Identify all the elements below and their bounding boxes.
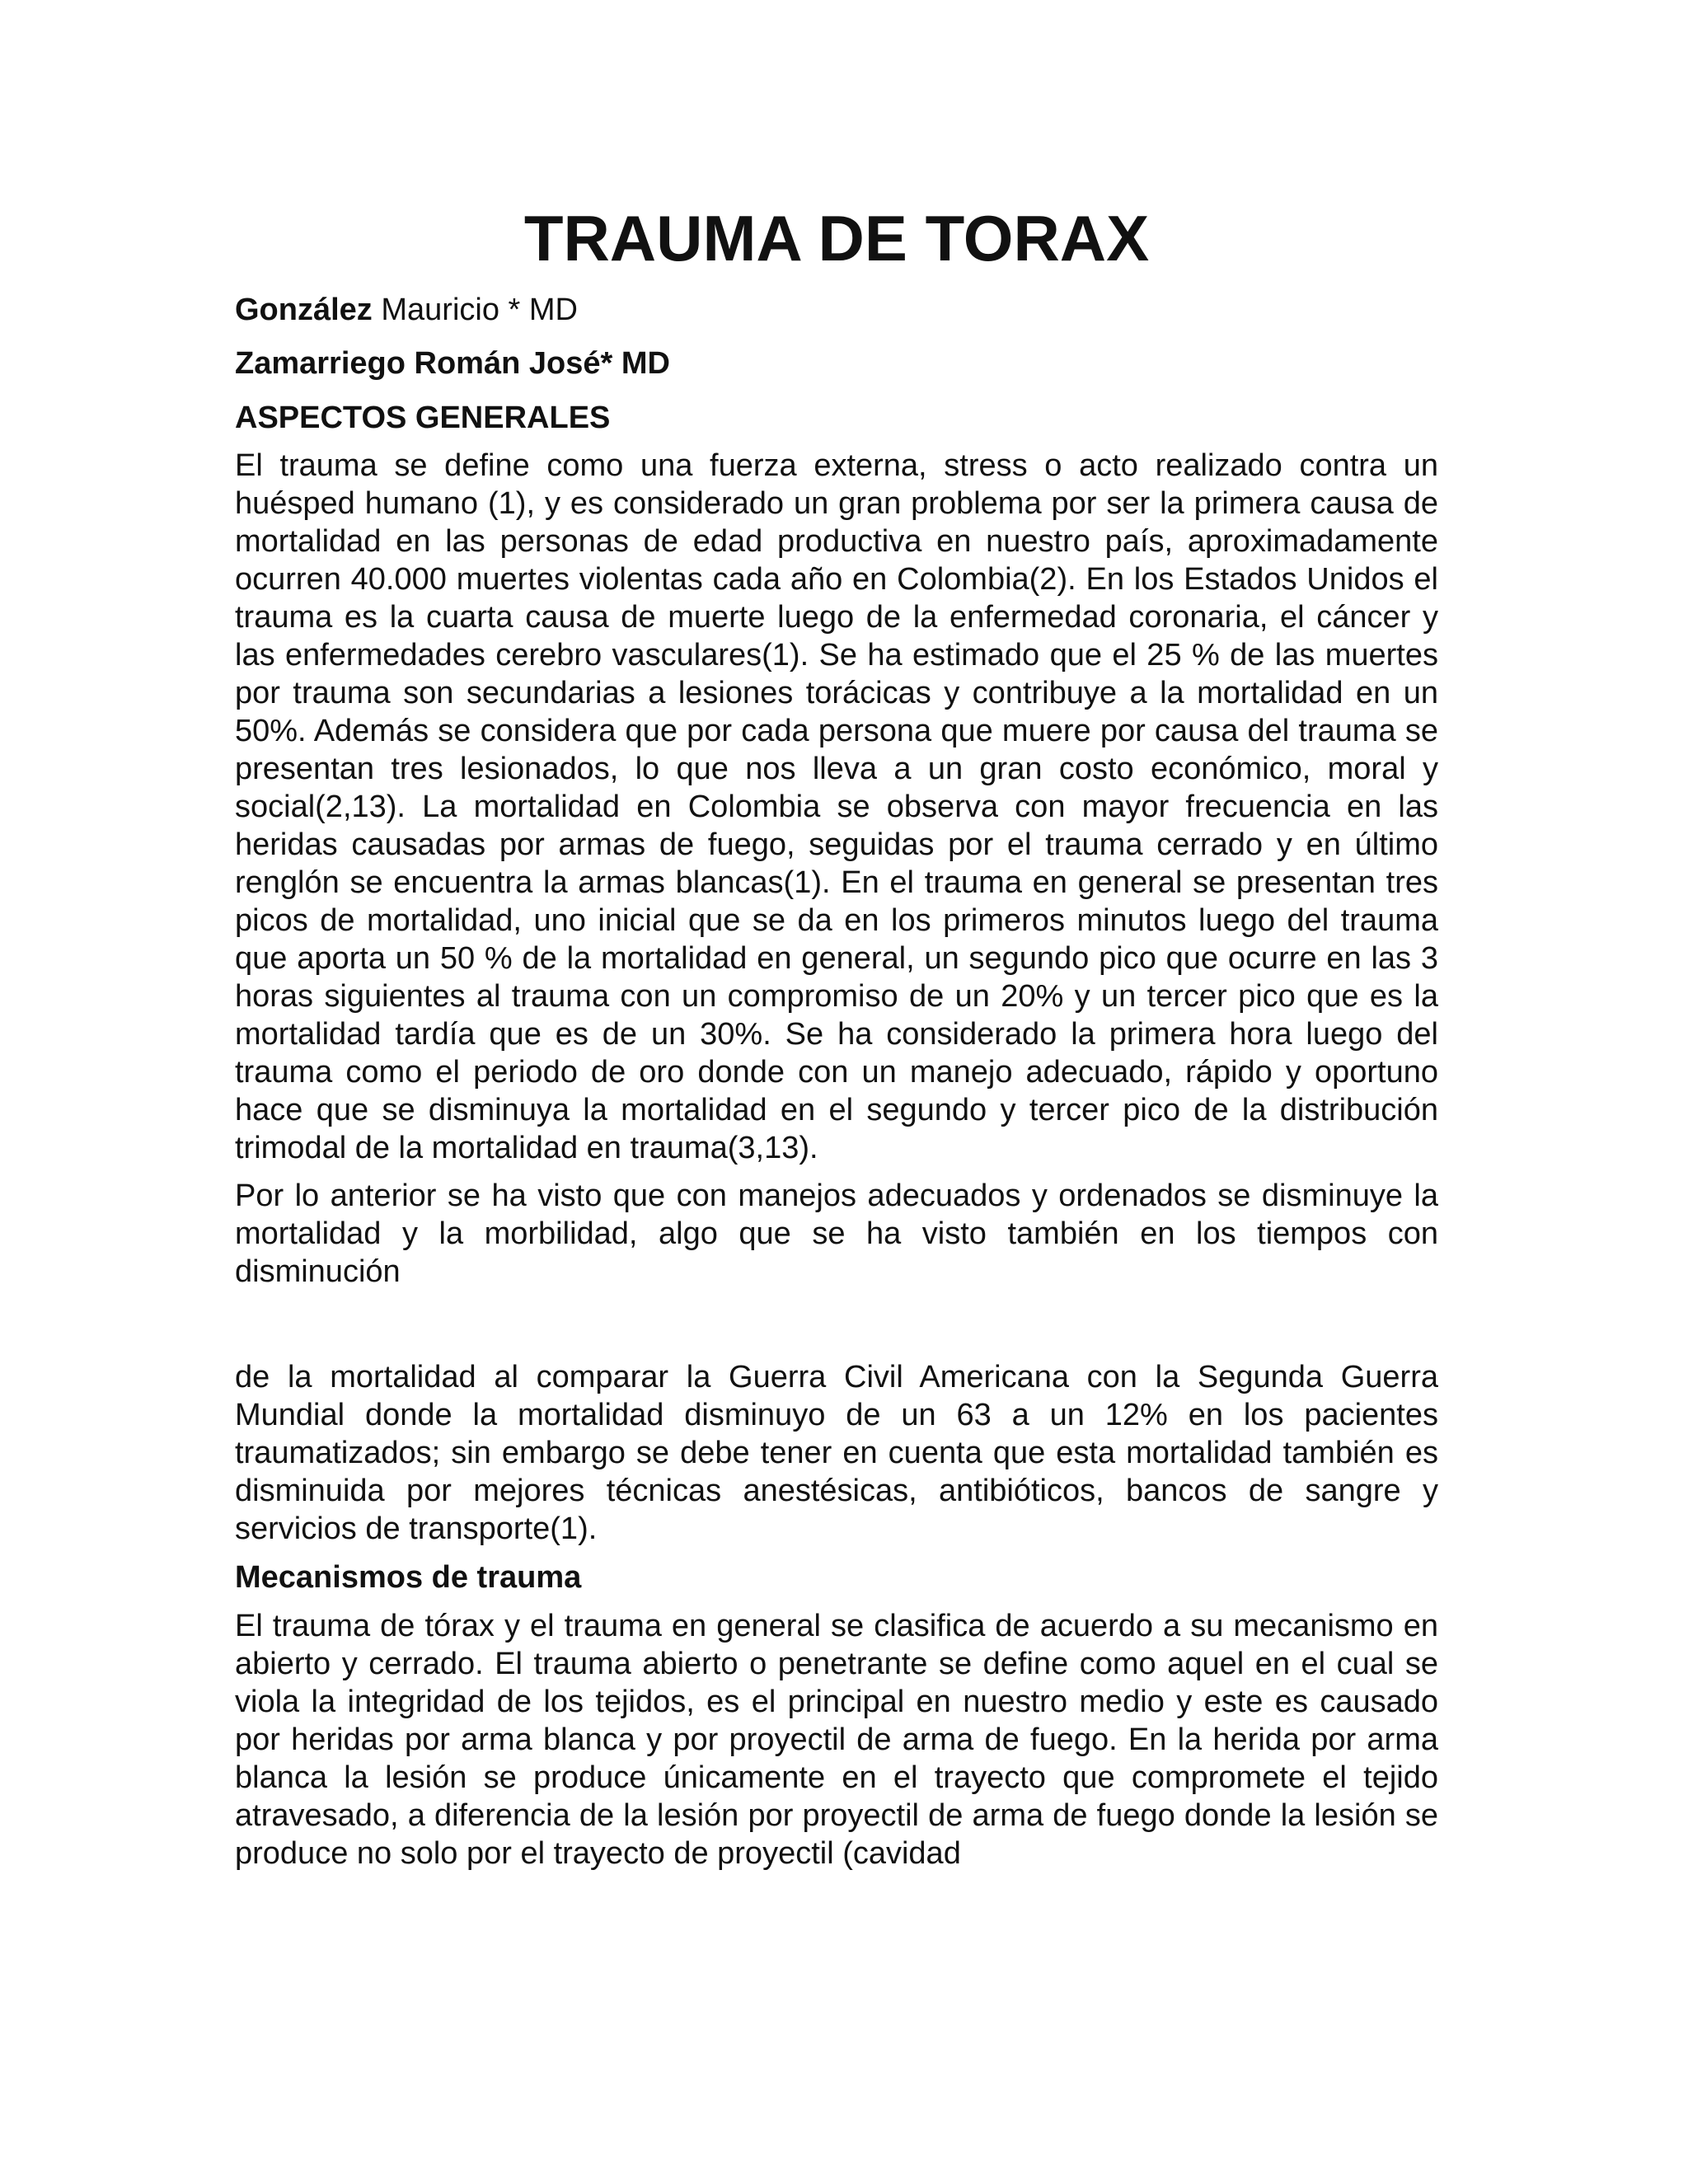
author-1-surname: González <box>235 293 373 327</box>
document-page <box>235 202 1438 1882</box>
paragraph-aspectos-1: El trauma se define como una fuerza externa, stress o acto realizado contra un huésped humano (1), y es considerado un gran problema por ser la primera causa de mortalidad en las personas de edad productiva en nuestro país, aproximadamente ocurren 40.000 muertes violentas cada año en Colombia(2). En los Estados Unidos el trauma es la cuarta causa de muerte luego de la enfermedad coronaria, el cáncer y las enfermedades cerebro vasculares(1). Se ha estimado que el 25 % de las muertes por trauma son secundarias a lesiones torácicas y contribuye a la mortalidad en un 50%. Además se considera que por cada persona que muere por causa del trauma se presentan tres lesionados, lo que nos lleva a un gran costo económico, moral y social(2,13). La mortalidad en Colombia se observa con mayor frecuencia en las heridas causadas por armas de fuego, seguidas por el trauma cerrado y en último renglón se encuentra la armas blancas(1). En el trauma en general se presentan tres picos de mortalidad, uno inicial que se da en los primeros minutos luego del trauma que aporta un 50 % de la mortalidad en general, un segundo pico que ocurre en las 3 horas siguientes al trauma con un compromiso de un 20% y un tercer pico que es la mortalidad tardía que es de un 30%. Se ha considerado la primera hora luego del trauma como el periodo de oro donde con un manejo adecuado, rápido y oportuno hace que se disminuya la mortalidad en el segundo y tercer pico de la distribución trimodal de la mortalidad en trauma(3,13). <box>235 448 1438 1166</box>
page-title: TRAUMA DE TORAX <box>523 202 1150 274</box>
section-heading-mecanismos: Mecanismos de trauma <box>235 1560 582 1596</box>
paragraph-mecanismos-1: El trauma de tórax y el trauma en general se clasifica de acuerdo a su mecanismo en abierto y cerrado. El trauma abierto o penetrante se define como aquel en el cual se viola la integridad de los tejidos, es el principal en nuestro medio y este es causado por heridas por arma blanca y por proyectil de arma de fuego. En la herida por arma blanca la lesión se produce únicamente en el trayecto que compromete el tejido atravesado, a diferencia de la lesión por proyectil de arma de fuego donde la lesión se produce no solo por el trayecto de proyectil (cavidad <box>235 1608 1438 1871</box>
author-line-2 <box>235 344 1438 384</box>
author-2-name: Zamarriego Román José* MD <box>235 346 670 382</box>
paragraph-aspectos-2: Por lo anterior se ha visto que con manejos adecuados y ordenados se disminuye la mortalidad y la morbilidad, algo que se ha visto también en los tiempos con disminución <box>235 1179 1438 1290</box>
paragraph-aspectos-3: de la mortalidad al comparar la Guerra Civil Americana con la Segunda Guerra Mundial donde la mortalidad disminuyo de un 63 a un 12% en los pacientes traumatizados; sin embargo se debe tener en cuenta que esta mortalidad también es disminuida por mejores técnicas anestésicas, antibióticos, bancos de sangre y servicios de transporte(1). <box>235 1360 1438 1547</box>
author-1-name: Mauricio * MD <box>372 293 578 327</box>
author-line-1 <box>235 290 1438 330</box>
section-heading-aspectos-generales: ASPECTOS GENERALES <box>235 400 611 435</box>
page-break-gap <box>235 1301 1438 1358</box>
